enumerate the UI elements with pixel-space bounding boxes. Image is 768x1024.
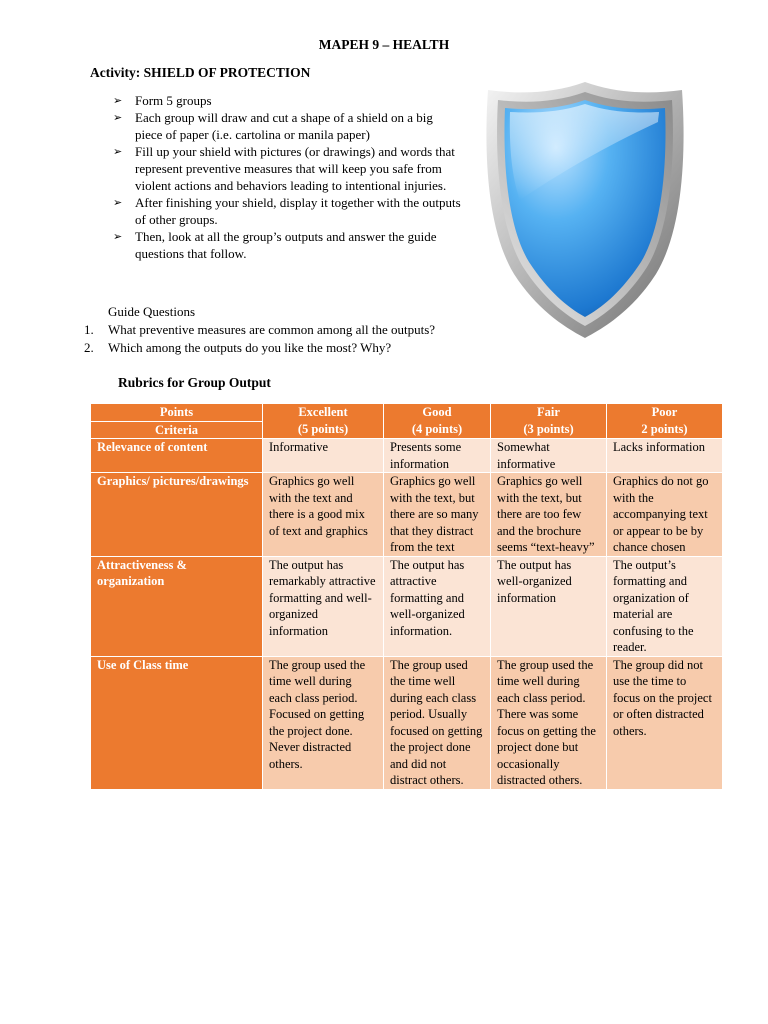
- table-cell: Graphics do not go with the accompanying text or appear to be by chance chosen: [607, 473, 723, 557]
- instruction-text: After finishing your shield, display it together with the outputs of other groups.: [135, 195, 461, 227]
- table-cell: The group used the time well during each class period. Usually focused on getting the project done and did not distract others.: [384, 656, 491, 789]
- instruction-item: [113, 143, 463, 194]
- table-cell: Somewhat informative: [491, 439, 607, 473]
- instruction-item: [113, 92, 463, 109]
- guide-question: [84, 339, 435, 357]
- activity-name: SHIELD OF PROTECTION: [143, 65, 311, 80]
- shield-icon: [482, 78, 688, 342]
- table-cell: Graphics go well with the text and there is a good mix of text and graphics: [263, 473, 384, 557]
- table-cell: The group did not use the time to focus on the project or often distracted others.: [607, 656, 723, 789]
- table-row: [91, 439, 723, 473]
- instruction-item: [113, 194, 463, 228]
- table-cell: The output’s formatting and organization of material are confusing to the reader.: [607, 556, 723, 656]
- header-criteria-label: Criteria: [154, 422, 199, 437]
- table-cell: Informative: [263, 439, 384, 473]
- table-cell: The output has attractive formatting and well-organized information.: [384, 556, 491, 656]
- guide-questions-heading: Guide Questions: [108, 304, 196, 319]
- table-cell: The output has remarkably attractive formatting and well-organized information: [263, 556, 384, 656]
- instruction-item: [113, 109, 463, 143]
- question-number: 1.: [84, 322, 94, 337]
- page-title: MAPEH 9 – HEALTH: [318, 37, 450, 52]
- level-points: 2 points): [641, 421, 688, 436]
- table-row: [91, 473, 723, 557]
- table-cell: The group used the time well during each class period. Focused on getting the project done. Never distracted others.: [263, 656, 384, 789]
- header-level-cell: [491, 404, 607, 439]
- level-points: (4 points): [411, 421, 463, 436]
- table-cell: Graphics go well with the text, but there are too few and the brochure seems “text-heavy”: [491, 473, 607, 557]
- table-cell: Presents some information: [384, 439, 491, 473]
- guide-questions-list: [84, 321, 435, 357]
- header-criteria-cell: [91, 421, 263, 439]
- header-level-cell: [384, 404, 491, 439]
- criterion-cell: Graphics/ pictures/drawings: [91, 473, 263, 557]
- header-level-cell: [607, 404, 723, 439]
- table-cell: Lacks information: [607, 439, 723, 473]
- question-text: Which among the outputs do you like the most? Why?: [108, 340, 392, 355]
- level-name: Excellent: [298, 405, 348, 419]
- level-name: Poor: [651, 405, 678, 419]
- level-name: Fair: [537, 405, 560, 419]
- arrowhead-bullet-icon: ➢: [113, 111, 123, 124]
- table-cell: The group used the time well during each class period. There was some focus on getting the project done but occasionally distracted others.: [491, 656, 607, 789]
- header-points-label: Points: [159, 405, 194, 419]
- arrowhead-bullet-icon: ➢: [113, 145, 123, 158]
- table-cell: Graphics go well with the text, but there are so many that they distract from the text: [384, 473, 491, 557]
- level-name: Good: [422, 405, 452, 419]
- level-points: (5 points): [297, 421, 349, 436]
- activity-heading: [90, 65, 310, 81]
- question-number: 2.: [84, 340, 94, 355]
- criterion-cell: Relevance of content: [91, 439, 263, 473]
- instruction-text: Then, look at all the group’s outputs and answer the guide questions that follow.: [135, 229, 437, 261]
- header-level-cell: [263, 404, 384, 439]
- arrowhead-bullet-icon: ➢: [113, 94, 123, 107]
- rubric-title: Rubrics for Group Output: [118, 375, 271, 390]
- criterion-cell: Attractiveness & organization: [91, 556, 263, 656]
- criterion-cell: Use of Class time: [91, 656, 263, 789]
- question-text: What preventive measures are common among all the outputs?: [108, 322, 436, 337]
- instruction-item: [113, 228, 463, 262]
- header-points-cell: [91, 404, 263, 422]
- guide-question: [84, 321, 435, 339]
- rubric-table: [90, 403, 723, 790]
- instruction-text: Each group will draw and cut a shape of a shield on a big piece of paper (i.e. cartolina or manila paper): [135, 110, 433, 142]
- instruction-text: Form 5 groups: [135, 93, 212, 108]
- instruction-text: Fill up your shield with pictures (or drawings) and words that represent preventive measures that will keep you safe from violent actions and behaviors leading to intentional injuries.: [135, 144, 455, 193]
- table-cell: The output has well-organized information: [491, 556, 607, 656]
- table-header-row: [91, 404, 723, 422]
- arrowhead-bullet-icon: ➢: [113, 230, 123, 243]
- activity-prefix: Activity:: [90, 65, 144, 80]
- arrowhead-bullet-icon: ➢: [113, 196, 123, 209]
- level-points: (3 points): [523, 421, 574, 436]
- table-row: [91, 656, 723, 789]
- table-row: [91, 556, 723, 656]
- instruction-list: [113, 92, 463, 262]
